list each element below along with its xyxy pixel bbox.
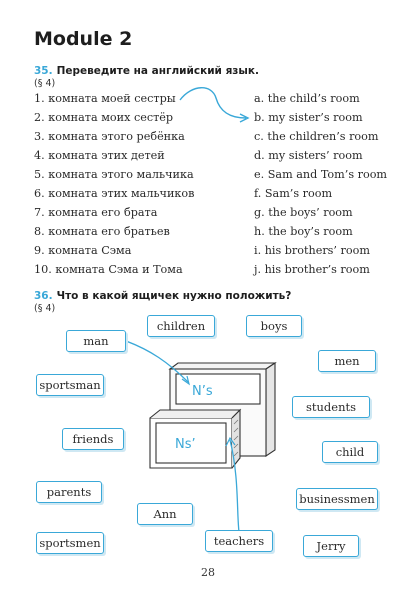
word-box-jerry[interactable]: Jerry <box>303 535 359 557</box>
task35-left-2: 2. комната моих сестёр <box>34 111 174 124</box>
drawer-top-label: N’s <box>192 384 213 399</box>
task35-right-a: a. the child’s room <box>254 92 360 105</box>
task35-right-e: e. Sam and Tom’s room <box>254 168 388 181</box>
task-35-number: 35. <box>34 65 53 77</box>
task-36-ref: (§ 4) <box>34 303 56 314</box>
task-36-title: Что в какой ящичек нужно положить? <box>56 290 292 302</box>
task35-right-j: j. his brother’s room <box>254 263 370 276</box>
task35-left-1: 1. комната моей сестры <box>34 92 176 105</box>
word-box-parents[interactable]: parents <box>36 481 102 503</box>
word-box-businessmen[interactable]: businessmen <box>296 488 378 510</box>
task35-left-9: 9. комната Сэма <box>34 244 132 257</box>
task35-left-10: 10. комната Сэма и Тома <box>34 263 183 276</box>
word-box-friends[interactable]: friends <box>62 428 124 450</box>
task-35-ref: (§ 4) <box>34 78 56 89</box>
word-box-sportsman[interactable]: sportsman <box>36 374 104 396</box>
task35-right-f: f. Sam’s room <box>254 187 333 200</box>
task35-left-6: 6. комната этих мальчиков <box>34 187 195 200</box>
task35-right-i: i. his brothers’ room <box>254 244 370 257</box>
task35-left-7: 7. комната его брата <box>34 206 158 219</box>
word-box-child[interactable]: child <box>322 441 378 463</box>
word-box-boys[interactable]: boys <box>246 315 302 337</box>
task35-left-5: 5. комната этого мальчика <box>34 168 194 181</box>
task35-right-c: c. the children’s room <box>254 130 379 143</box>
word-box-man[interactable]: man <box>66 330 126 352</box>
word-box-students[interactable]: students <box>292 396 370 418</box>
task35-right-h: h. the boy’s room <box>254 225 353 238</box>
word-box-teachers[interactable]: teachers <box>205 530 273 552</box>
task35-left-8: 8. комната его братьев <box>34 225 170 238</box>
task35-right-d: d. my sisters’ room <box>254 149 363 162</box>
task35-right-g: g. the boys’ room <box>254 206 353 219</box>
page-number: 28 <box>201 566 215 579</box>
task35-left-4: 4. комната этих детей <box>34 149 165 162</box>
drawer-bottom-label: Ns’ <box>175 437 196 452</box>
word-box-children[interactable]: children <box>147 315 215 337</box>
word-box-sportsmen[interactable]: sportsmen <box>36 532 104 554</box>
task35-right-b: b. my sister’s room <box>254 111 363 124</box>
task35-left-3: 3. комната этого ребёнка <box>34 130 185 143</box>
task-35-title: Переведите на английский язык. <box>56 65 260 77</box>
module-title: Module 2 <box>34 28 133 50</box>
word-box-men[interactable]: men <box>318 350 376 372</box>
word-box-ann[interactable]: Ann <box>137 503 193 525</box>
task-36-number: 36. <box>34 290 53 302</box>
